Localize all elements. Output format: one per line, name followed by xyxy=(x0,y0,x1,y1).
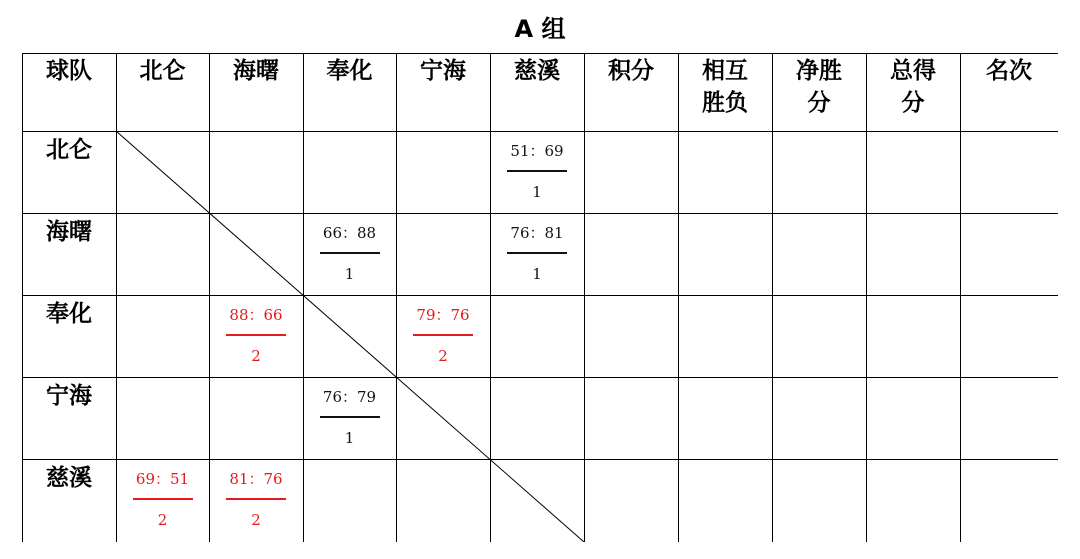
match-score: 76：81 xyxy=(510,224,564,242)
match-result-cell xyxy=(116,459,209,542)
match-result-cell xyxy=(303,213,396,295)
table-title: A 组 xyxy=(514,15,566,43)
header-cell xyxy=(678,53,772,131)
fraction-bar xyxy=(507,252,567,254)
header-label: 积分 xyxy=(608,58,654,84)
match-result-cell xyxy=(396,295,490,377)
match-points: 2 xyxy=(438,347,448,365)
header-cell xyxy=(584,53,678,131)
match-result-cell xyxy=(209,295,303,377)
header-cell xyxy=(772,53,866,131)
header-label: 净胜 xyxy=(796,58,842,84)
header-label: 奉化 xyxy=(326,58,373,84)
match-points: 1 xyxy=(532,265,542,283)
header-cell xyxy=(209,53,303,131)
row-team-label: 慈溪 xyxy=(46,465,92,491)
header-label: 相互 xyxy=(702,58,748,84)
match-result-cell xyxy=(490,131,584,213)
row-team-label: 北仑 xyxy=(46,137,92,163)
header-label: 慈溪 xyxy=(514,58,560,84)
match-points: 1 xyxy=(532,183,542,201)
row-team-label: 宁海 xyxy=(46,383,92,409)
match-score: 76：79 xyxy=(322,388,377,406)
header-cell xyxy=(490,53,584,131)
fraction-bar xyxy=(507,170,567,172)
header-label: 总得 xyxy=(890,58,936,84)
fraction-bar xyxy=(226,498,286,500)
header-label: 分 xyxy=(901,90,925,116)
fraction-bar xyxy=(226,334,286,336)
match-score: 69：51 xyxy=(135,470,190,488)
match-score: 51：69 xyxy=(510,142,564,160)
header-label: 胜负 xyxy=(702,90,748,116)
fraction-bar xyxy=(320,416,380,418)
match-points: 2 xyxy=(251,511,261,529)
header-label: 宁海 xyxy=(420,58,466,84)
match-points: 2 xyxy=(157,511,168,529)
match-result-cell xyxy=(209,459,303,542)
match-points: 1 xyxy=(344,265,355,283)
header-label: 北仑 xyxy=(139,58,186,84)
header-cell xyxy=(303,53,396,131)
fraction-bar xyxy=(320,252,380,254)
match-points: 1 xyxy=(344,429,355,447)
header-cell xyxy=(22,53,116,131)
header-label: 名次 xyxy=(986,58,1032,84)
header-label: 分 xyxy=(807,90,831,116)
header-label: 海曙 xyxy=(233,58,279,84)
match-score: 88：66 xyxy=(229,306,283,324)
header-cell xyxy=(396,53,490,131)
header-label: 球队 xyxy=(46,58,92,84)
match-points: 2 xyxy=(251,347,261,365)
header-cell xyxy=(866,53,960,131)
row-team-label: 海曙 xyxy=(46,219,92,245)
header-cell xyxy=(116,53,209,131)
fraction-bar xyxy=(413,334,473,336)
fraction-bar xyxy=(133,498,193,500)
match-result-cell xyxy=(490,213,584,295)
standings-table xyxy=(22,53,1058,542)
match-score: 79：76 xyxy=(416,306,470,324)
match-score: 66：88 xyxy=(322,224,377,242)
match-score: 81：76 xyxy=(229,470,283,488)
match-result-cell xyxy=(303,377,396,459)
row-team-label: 奉化 xyxy=(46,301,92,327)
header-cell xyxy=(960,53,1058,131)
